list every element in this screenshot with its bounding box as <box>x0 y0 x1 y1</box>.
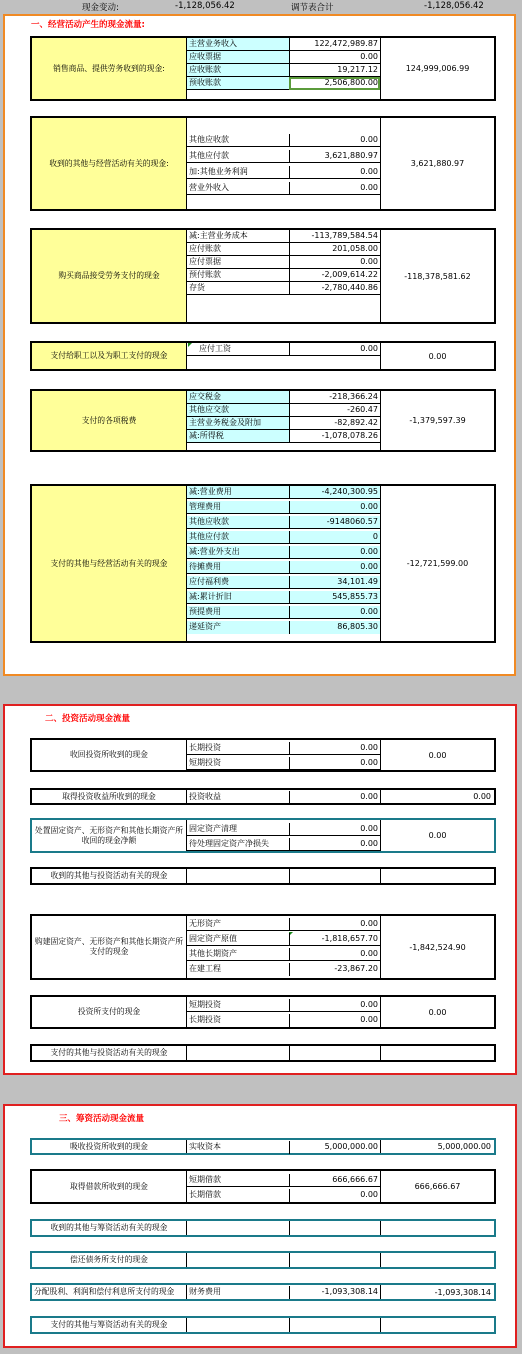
reconciliation-total-value: -1,128,056.42 <box>424 1 484 11</box>
cell-value[interactable]: 0 <box>289 531 380 544</box>
block-label: 支付的其他与投资活动有关的现金 <box>32 1046 187 1060</box>
block-total: -1,093,308.14 <box>380 1285 494 1299</box>
sub-item[interactable]: 长期借款 <box>189 1190 221 1199</box>
cell-value[interactable]: 0.00 <box>289 606 380 619</box>
block-total: 5,000,000.00 <box>380 1140 494 1153</box>
block-label: 取得投资收益所收到的现金 <box>32 790 187 803</box>
block-label: 支付的各项税费 <box>32 391 187 450</box>
block-asset-disposal <box>30 818 496 853</box>
block-label: 收到的其他与经营活动有关的现金: <box>32 118 187 209</box>
cell-value[interactable] <box>289 1046 380 1060</box>
block-label: 购买商品接受劳务支付的现金 <box>32 230 187 322</box>
sub-item[interactable]: 固定资产清理 <box>187 823 289 836</box>
sub-item[interactable]: 其他应付款 <box>187 150 289 163</box>
block-sales-cash <box>30 36 496 101</box>
cell-value[interactable] <box>289 869 380 883</box>
cell-value[interactable]: 0.00 <box>289 182 380 195</box>
operating-activities-panel <box>3 14 516 676</box>
block-label: 收到的其他与筹资活动有关的现金 <box>32 1221 187 1235</box>
cash-change-value: -1,128,056.42 <box>175 1 235 11</box>
cell-value[interactable]: 201,058.00 <box>289 243 380 256</box>
block-label: 处置固定资产、无形资产和其他长期资产所收回的现金净额 <box>32 820 187 851</box>
block-total <box>380 1046 494 1060</box>
block-total <box>380 1253 494 1267</box>
sub-item[interactable]: 其他应交款 <box>187 404 289 417</box>
cell-value[interactable]: -218,366.24 <box>289 391 380 404</box>
cell-value[interactable]: -9148060.57 <box>289 516 380 529</box>
block-label: 分配股利、利润和偿付利息所支付的现金 <box>32 1285 187 1299</box>
summary-bar <box>0 0 522 14</box>
cell-value[interactable]: 122,472,989.87 <box>289 38 380 51</box>
block-investment-payments <box>30 995 496 1029</box>
sub-item[interactable]: 预收账款 <box>187 77 289 90</box>
block-total: 0.00 <box>380 820 494 851</box>
block-other-operating-payments <box>30 484 496 643</box>
block-label: 收回投资所收到的现金 <box>32 740 187 770</box>
cell-value[interactable] <box>289 1318 380 1332</box>
cell-value[interactable]: 0.00 <box>289 256 380 269</box>
sub-item[interactable]: 应收账款 <box>187 64 289 77</box>
sub-item[interactable]: 其他应收款 <box>187 516 289 529</box>
cell-value[interactable]: 3,621,880.97 <box>289 150 380 163</box>
block-label: 销售商品、提供劳务收到的现金: <box>32 38 187 99</box>
sub-item[interactable]: 减:营业费用 <box>187 486 289 499</box>
sub-item[interactable]: 营业外收入 <box>187 182 289 195</box>
sub-item[interactable]: 待处理固定资产净损失 <box>187 838 289 851</box>
cell-value[interactable]: 0.00 <box>289 1189 380 1202</box>
cell-value[interactable]: 0.00 <box>289 561 380 574</box>
sub-item[interactable]: 长期投资 <box>187 742 289 755</box>
sub-item[interactable]: 应收票据 <box>187 51 289 64</box>
cell-value[interactable]: 0.00 <box>289 51 380 64</box>
cell-value[interactable]: 0.00 <box>289 1014 380 1027</box>
cell-value[interactable]: -2,780,440.86 <box>289 282 380 295</box>
sub-item[interactable]: 实收资本 <box>189 1142 221 1151</box>
selected-cell[interactable]: 2,506,800.00 <box>289 77 380 90</box>
block-purchase-payments <box>30 228 496 324</box>
cell-value[interactable]: 5,000,000.00 <box>289 1141 380 1154</box>
block-other-investing-receipts <box>30 867 496 885</box>
cell-value[interactable]: 0.00 <box>289 918 380 931</box>
block-label: 购建固定资产、无形资产和其他长期资产所支付的现金 <box>32 916 187 978</box>
cell-value[interactable]: 0.00 <box>289 134 380 147</box>
cell-value[interactable]: -260.47 <box>289 404 380 417</box>
cell-value[interactable]: -1,078,078.26 <box>289 430 380 443</box>
cell-value[interactable]: 0.00 <box>289 999 380 1012</box>
block-label: 支付给职工以及为职工支付的现金 <box>32 343 187 369</box>
block-total: 0.00 <box>380 997 494 1027</box>
sub-item[interactable]: 存货 <box>187 282 289 295</box>
cell-value[interactable]: 0.00 <box>289 166 380 179</box>
sub-item[interactable]: 递延资产 <box>187 621 289 634</box>
block-label: 投资所支付的现金 <box>32 997 187 1027</box>
sub-item[interactable]: 待摊费用 <box>187 561 289 574</box>
block-label: 偿还债务所支付的现金 <box>32 1253 187 1267</box>
block-investment-recovery <box>30 738 496 772</box>
block-dividends-interest <box>30 1283 496 1301</box>
sub-item[interactable]: 应付福利费 <box>187 576 289 589</box>
section-title: 三、筹资活动现金流量 <box>59 1114 145 1124</box>
sub-item[interactable]: 短期借款 <box>187 1174 289 1187</box>
block-total: 666,666.67 <box>380 1171 494 1202</box>
block-capital-received <box>30 1138 496 1155</box>
block-total <box>380 1221 494 1235</box>
sub-item[interactable]: 主营业务收入 <box>187 38 289 51</box>
cell-value[interactable]: 0.00 <box>289 838 380 851</box>
block-other-financing-receipts <box>30 1219 496 1237</box>
cell-value[interactable]: 0.00 <box>289 791 380 804</box>
sub-item[interactable]: 应交税金 <box>187 391 289 404</box>
sub-item[interactable]: 应付工资 <box>187 343 289 356</box>
cell-value[interactable]: -1,818,657.70 <box>289 933 380 946</box>
block-asset-purchase <box>30 914 496 980</box>
cell-value[interactable]: 86,805.30 <box>289 621 380 634</box>
block-total: -1,379,597.39 <box>380 391 494 450</box>
sub-item[interactable]: 投资收益 <box>189 792 221 801</box>
cell-value[interactable]: -82,892.42 <box>289 417 380 430</box>
block-tax-payments <box>30 389 496 452</box>
cell-value[interactable]: -4,240,300.95 <box>289 486 380 499</box>
cell-value[interactable]: 0.00 <box>289 757 380 770</box>
sub-item[interactable]: 其他长期资产 <box>187 948 289 961</box>
cell-value[interactable]: 0.00 <box>289 948 380 961</box>
block-borrowings-received <box>30 1169 496 1204</box>
block-label: 收到的其他与投资活动有关的现金 <box>32 869 187 883</box>
cell-value[interactable]: -113,789,584.54 <box>289 230 380 243</box>
block-total: 0.00 <box>380 790 494 803</box>
cell-value[interactable]: -1,093,308.14 <box>289 1286 380 1299</box>
cell-value[interactable]: 0.00 <box>289 742 380 755</box>
sub-item[interactable]: 短期投资 <box>187 757 289 770</box>
investing-activities-panel <box>3 704 517 1075</box>
cell-value[interactable]: 34,101.49 <box>289 576 380 589</box>
sub-item[interactable]: 预付账款 <box>187 269 289 282</box>
sub-item[interactable]: 长期投资 <box>189 1015 221 1024</box>
cell-value[interactable]: -2,009,614.22 <box>289 269 380 282</box>
sub-item[interactable]: 应付票据 <box>187 256 289 269</box>
sub-item[interactable]: 固定资产原值 <box>187 933 289 946</box>
block-investment-income <box>30 788 496 805</box>
block-other-financing-payments <box>30 1316 496 1334</box>
cell-value[interactable]: 0.00 <box>289 343 380 356</box>
sub-item[interactable]: 管理费用 <box>187 501 289 514</box>
sub-item[interactable]: 短期投资 <box>187 999 289 1012</box>
reconciliation-total-label: 调节表合计 <box>291 3 334 13</box>
sub-item[interactable]: 主营业务税金及附加 <box>187 417 289 430</box>
sub-item[interactable]: 无形资产 <box>187 918 289 931</box>
sub-item[interactable]: 减:主营业务成本 <box>187 230 289 243</box>
section-title: 一、经营活动产生的现金流量: <box>31 20 145 30</box>
cash-change-label: 现金变动: <box>82 3 119 13</box>
sub-item[interactable]: 其他应付款 <box>187 531 289 544</box>
cell-value[interactable]: 545,855.73 <box>289 591 380 604</box>
block-other-operating-receipts <box>30 116 496 211</box>
cell-value[interactable] <box>289 1253 380 1267</box>
sub-item[interactable]: 其他应收款 <box>187 134 289 147</box>
financing-activities-panel <box>3 1104 517 1348</box>
sub-item[interactable]: 减:营业外支出 <box>187 546 289 559</box>
block-total: 3,621,880.97 <box>380 118 494 209</box>
cell-value[interactable]: 0.00 <box>289 501 380 514</box>
sub-item[interactable]: 财务费用 <box>189 1287 221 1296</box>
block-label: 支付的其他与筹资活动有关的现金 <box>32 1318 187 1332</box>
block-employee-payments <box>30 341 496 371</box>
sub-item[interactable]: 减:所得税 <box>187 430 289 443</box>
cell-value[interactable]: 666,666.67 <box>289 1174 380 1187</box>
cell-value[interactable] <box>289 1221 380 1235</box>
section-title: 二、投资活动现金流量 <box>45 714 131 724</box>
cell-value[interactable]: 19,217.12 <box>289 64 380 77</box>
sub-item[interactable]: 应付账款 <box>187 243 289 256</box>
block-total: -118,378,581.62 <box>380 230 494 322</box>
block-total: 0.00 <box>380 740 494 770</box>
block-total <box>380 869 494 883</box>
block-label: 支付的其他与经营活动有关的现金 <box>32 486 187 641</box>
block-label: 取得借款所收到的现金 <box>32 1171 187 1202</box>
block-total: 124,999,006.99 <box>380 38 494 99</box>
block-other-investing-payments <box>30 1044 496 1062</box>
cell-value[interactable]: 0.00 <box>289 546 380 559</box>
cell-value[interactable]: 0.00 <box>289 823 380 836</box>
block-total: -1,842,524.90 <box>380 916 494 978</box>
block-total <box>380 1318 494 1332</box>
block-total: 0.00 <box>380 343 494 369</box>
sub-item[interactable]: 加:其他业务利润 <box>187 166 289 179</box>
sub-item[interactable]: 减:累计折旧 <box>187 591 289 604</box>
block-debt-repayment <box>30 1251 496 1269</box>
sub-item[interactable]: 预提费用 <box>187 606 289 619</box>
block-total: -12,721,599.00 <box>380 486 494 641</box>
block-label: 吸收投资所收到的现金 <box>32 1140 187 1153</box>
cell-value[interactable]: -23,867.20 <box>289 963 380 976</box>
sub-item[interactable]: 在建工程 <box>189 964 221 973</box>
